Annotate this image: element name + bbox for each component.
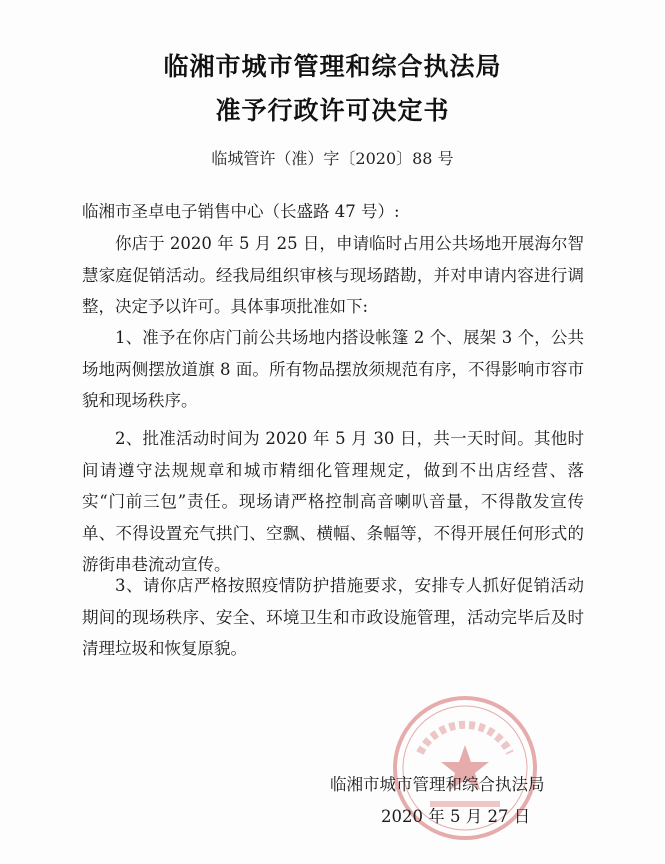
signature-date: 2020 年 5 月 27 日 <box>381 807 531 826</box>
signature-org: 临湘市城市管理和综合执法局 <box>330 775 545 794</box>
document-number: 临城管许（准）字〔2020〕88 号 <box>211 149 454 168</box>
paragraph-item-1: 1、准予在你店门前公共场地内搭设帐篷 2 个、展架 3 个，公共场地两侧摆放道旗 8 面。所有物品摆放须规范有序，不得影响市容市貌和现场秩序。 <box>82 328 584 410</box>
paragraph-intro: 你店于 2020 年 5 月 25 日，申请临时占用公共场地开展海尔智慧家庭促销活动。经我局组织审核与现场踏勘，并对申请内容进行调整，决定予以许可。具体事项批准如下: <box>82 234 584 316</box>
paragraph-item-2: 2、批准活动时间为 2020 年 5 月 30 日，共一天时间。其他时间请遵守法规规章和城市精细化管理规定，做到不出店经营、落实“门前三包”责任。现场请严格控制高音喇叭音量，不得散发宣传单、不得设置充气拱门、空飘、横幅、条幅等，不得开展任何形式的游街串巷流动宣传。 <box>82 429 584 574</box>
salutation: 临湘市圣卓电子销售中心（长盛路 47 号）: <box>82 202 400 221</box>
org-title: 临湘市城市管理和综合执法局 <box>163 52 502 81</box>
paragraph-item-3: 3、请你店严格按照疫情防护措施要求，安排专人抓好促销活动期间的现场秩序、安全、环境卫生和市政设施管理，活动完毕后及时清理垃圾和恢复原貌。 <box>82 576 584 658</box>
document-title: 准予行政许可决定书 <box>215 96 450 125</box>
